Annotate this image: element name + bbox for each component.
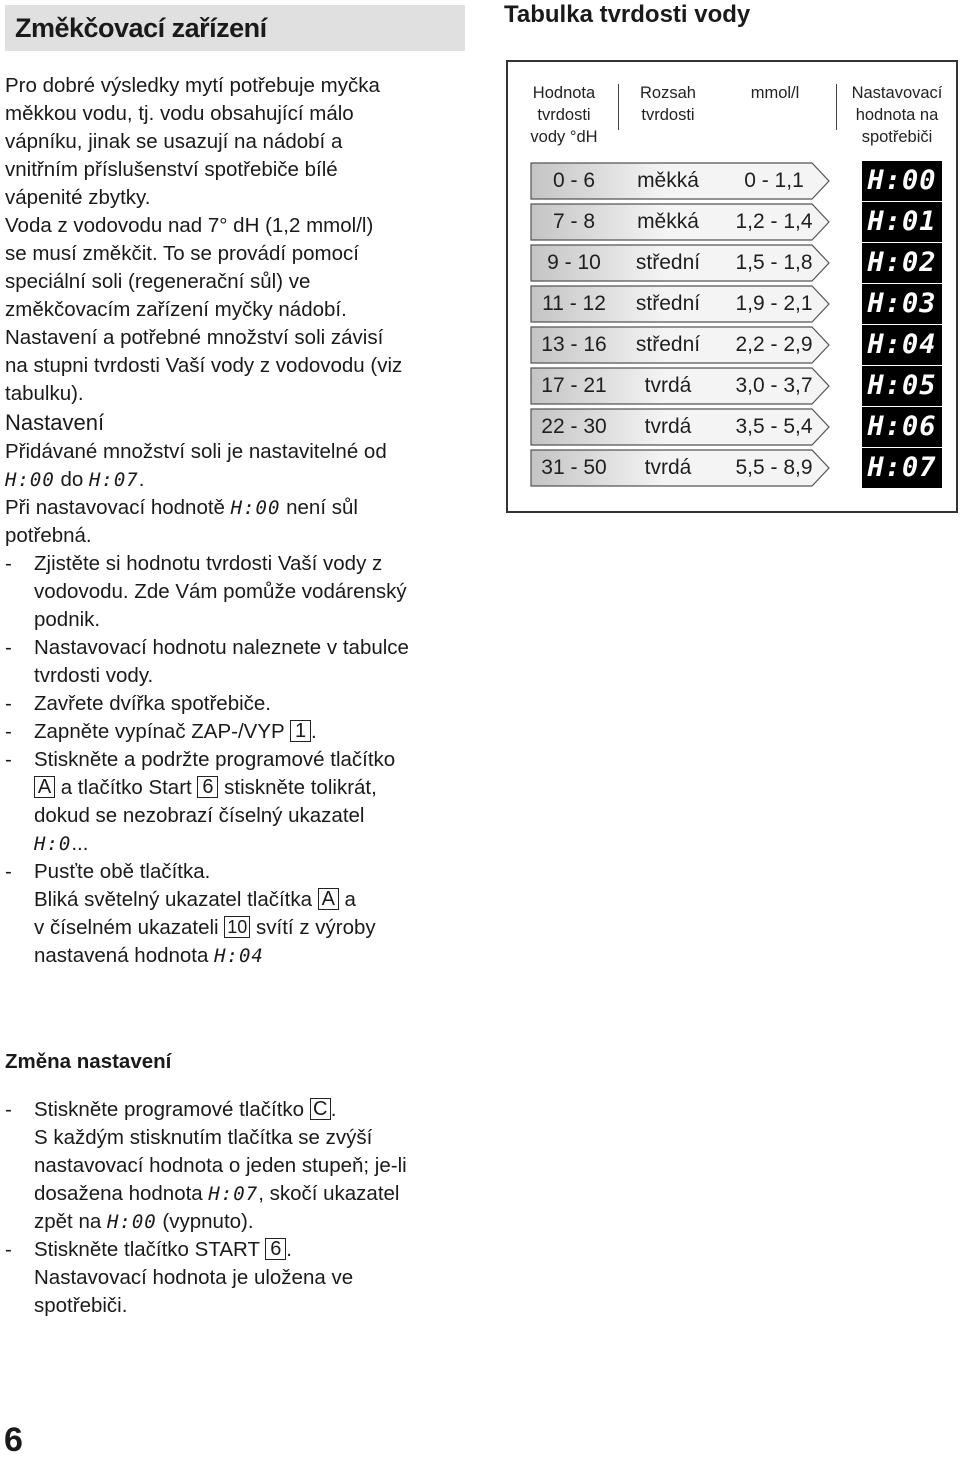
display-code: H:00 [862, 161, 942, 201]
step-item [5, 718, 475, 746]
cell-dh: 31 - 50 [541, 456, 607, 479]
step-line: - Stiskněte tlačítko START 6 . [34, 1238, 292, 1261]
text: v číselném ukazateli [34, 916, 219, 939]
cell-range: tvrdá [644, 415, 692, 438]
hardness-table [506, 60, 958, 513]
step-item [5, 690, 475, 718]
cell-dh: 9 - 10 [547, 251, 601, 274]
header-line: hodnota na [855, 106, 939, 124]
header-line: mmol/l [750, 84, 800, 102]
step-line [34, 774, 475, 802]
settings-line [5, 494, 475, 522]
step-line: - Zjistěte si hodnotu tvrdosti Vaší vody z [34, 552, 383, 575]
intro-line: speciální soli (regenerační sůl) ve [5, 270, 311, 293]
change-steps [5, 1096, 475, 1320]
page-number: 6 [4, 1421, 23, 1459]
text: dosažena hodnota [34, 1182, 203, 1205]
cell-mmol: 3,5 - 5,4 [735, 415, 813, 438]
header-range [620, 82, 716, 126]
key-a-label: A [34, 776, 55, 798]
text: Stiskněte tlačítko START [34, 1238, 260, 1261]
step-line [34, 1180, 475, 1208]
cell-dh: 22 - 30 [541, 415, 607, 438]
step-item [5, 1236, 475, 1320]
key-10-label: 10 [224, 916, 250, 938]
step-line: Nastavovací hodnota je uložena ve [34, 1266, 354, 1289]
display-code: H:05 [862, 366, 942, 406]
step-line: - Pusťte obě tlačítka. [34, 860, 211, 883]
display-code: H:06 [862, 407, 942, 447]
text: a tlačítko Start [60, 776, 192, 799]
key-c-label: C [310, 1098, 331, 1120]
cell-dh: 7 - 8 [552, 210, 596, 233]
table-title: Tabulka tvrdosti vody [504, 1, 751, 28]
display-value: H:0 [34, 833, 72, 855]
step-line: vodovodu. Zde Vám pomůže vodárenský [34, 580, 407, 603]
header-divider [836, 84, 837, 130]
step-line: - Stiskněte programové tlačítko C . [34, 1098, 337, 1121]
cell-dh: 17 - 21 [541, 374, 607, 397]
cell-mmol: 2,2 - 2,9 [735, 333, 813, 356]
display-value: H:07 [208, 1183, 259, 1205]
step-item [5, 1096, 475, 1236]
cell-dh: 13 - 16 [541, 333, 607, 356]
display-value: H:00 [5, 469, 55, 491]
cell-range: střední [635, 333, 701, 356]
text: ... [71, 832, 89, 855]
intro-text [5, 72, 475, 408]
key-6-label: 6 [197, 776, 218, 798]
header-line: vody °dH [530, 128, 598, 146]
step-line: dokud se nezobrazí číselný ukazatel [34, 804, 365, 827]
step-line: tvrdosti vody. [34, 664, 154, 687]
header-line: spotřebiči [861, 128, 933, 146]
header-divider [618, 84, 619, 130]
header-dh [512, 82, 616, 148]
step-line: spotřebiči. [34, 1294, 128, 1317]
step-line [34, 1208, 475, 1236]
cell-range: tvrdá [644, 456, 692, 479]
display-code: H:04 [862, 325, 942, 365]
header-setting [838, 82, 956, 148]
step-line [34, 886, 475, 914]
cell-range: měkká [637, 210, 699, 233]
text: . [138, 468, 145, 491]
intro-line: na stupni tvrdosti Vaší vody z vodovodu (viz [5, 354, 403, 377]
text: Zapněte vypínač ZAP-/VYP [34, 720, 285, 743]
text: zpět na [34, 1210, 102, 1233]
cell-range: střední [635, 292, 701, 315]
display-value: H:07 [88, 469, 139, 491]
settings-line: Přidávané množství soli je nastavitelné od [5, 440, 387, 463]
header-line: tvrdosti [537, 106, 591, 124]
key-1-label: 1 [290, 720, 311, 742]
key-a-label: A [318, 888, 339, 910]
cell-mmol: 0 - 1,1 [744, 169, 804, 192]
step-item [5, 550, 475, 634]
step-line: - Stiskněte a podržte programové tlačítko [34, 748, 396, 771]
display-code: H:07 [862, 448, 942, 488]
settings-line [5, 466, 475, 494]
change-settings [5, 1027, 475, 1320]
display-value: H:00 [230, 497, 281, 519]
step-item [5, 746, 475, 858]
section-title: Změkčovací zařízení [5, 5, 465, 51]
settings-heading: Nastavení [5, 410, 105, 435]
cell-mmol: 3,0 - 3,7 [735, 374, 813, 397]
cell-dh: 11 - 12 [542, 292, 606, 315]
key-6-label: 6 [265, 1238, 286, 1260]
header-line: Hodnota [532, 84, 596, 102]
text: Bliká světelný ukazatel tlačítka [34, 888, 313, 911]
text: není sůl [286, 496, 358, 519]
header-line: Nastavovací [851, 84, 943, 102]
display-code: H:02 [862, 243, 942, 283]
header-mmol [718, 82, 832, 104]
change-heading: Změna nastavení [5, 1049, 172, 1073]
display-code: H:03 [862, 284, 942, 324]
step-line [34, 942, 475, 970]
step-line: - Zapněte vypínač ZAP-/VYP 1 . [34, 720, 317, 743]
cell-mmol: 1,5 - 1,8 [735, 251, 813, 274]
settings-line: potřebná. [5, 524, 92, 547]
intro-line: se musí změkčit. To se provádí pomocí [5, 242, 359, 265]
step-line: S každým stisknutím tlačítka se zvýší [34, 1126, 373, 1149]
cell-mmol: 1,2 - 1,4 [735, 210, 813, 233]
text: nastavená hodnota [34, 944, 209, 967]
text: (vypnuto). [162, 1210, 254, 1233]
cell-range: měkká [637, 169, 699, 192]
cell-range: střední [635, 251, 701, 274]
header-line: Rozsah [640, 84, 696, 102]
step-item [5, 634, 475, 690]
step-line: nastavovací hodnota o jeden stupeň; je-li [34, 1154, 407, 1177]
text: Stiskněte programové tlačítko [34, 1098, 305, 1121]
cell-range: tvrdá [644, 374, 692, 397]
text: svítí z výroby [256, 916, 376, 939]
cell-mmol: 5,5 - 8,9 [735, 456, 813, 479]
settings-steps [5, 550, 475, 970]
intro-line: vápníku, jinak se usazují na nádobí a [5, 130, 343, 153]
display-value: H:04 [214, 945, 264, 967]
step-line: - Nastavovací hodnotu naleznete v tabulce [34, 636, 409, 659]
intro-line: tabulku). [5, 382, 84, 405]
header-line: tvrdosti [641, 106, 695, 124]
step-line: podnik. [34, 608, 101, 631]
text: stiskněte tolikrát, [224, 776, 377, 799]
intro-line: měkkou vodu, tj. vodu obsahující málo [5, 102, 354, 125]
text: do [60, 468, 84, 491]
intro-line: Pro dobré výsledky mytí potřebuje myčka [5, 74, 380, 97]
text: , skočí ukazatel [258, 1182, 400, 1205]
text: Při nastavovací hodnotě [5, 496, 225, 519]
cell-dh: 0 - 6 [552, 169, 596, 192]
step-item [5, 858, 475, 970]
intro-line: vnitřním příslušenství spotřebiče bílé [5, 158, 338, 181]
step-line [34, 914, 475, 942]
intro-line: Voda z vodovodu nad 7° dH (1,2 mmol/l) [5, 214, 374, 237]
step-line [34, 830, 475, 858]
intro-line: Nastavení a potřebné množství soli závisí [5, 326, 384, 349]
text: a [344, 888, 356, 911]
display-value: H:00 [106, 1211, 157, 1233]
step-line: - Zavřete dvířka spotřebiče. [34, 692, 271, 715]
display-code: H:01 [862, 202, 942, 242]
intro-and-settings [5, 72, 475, 970]
intro-line: vápenité zbytky. [5, 186, 151, 209]
cell-mmol: 1,9 - 2,1 [735, 292, 813, 315]
intro-line: změkčovacím zařízení myčky nádobí. [5, 298, 347, 321]
